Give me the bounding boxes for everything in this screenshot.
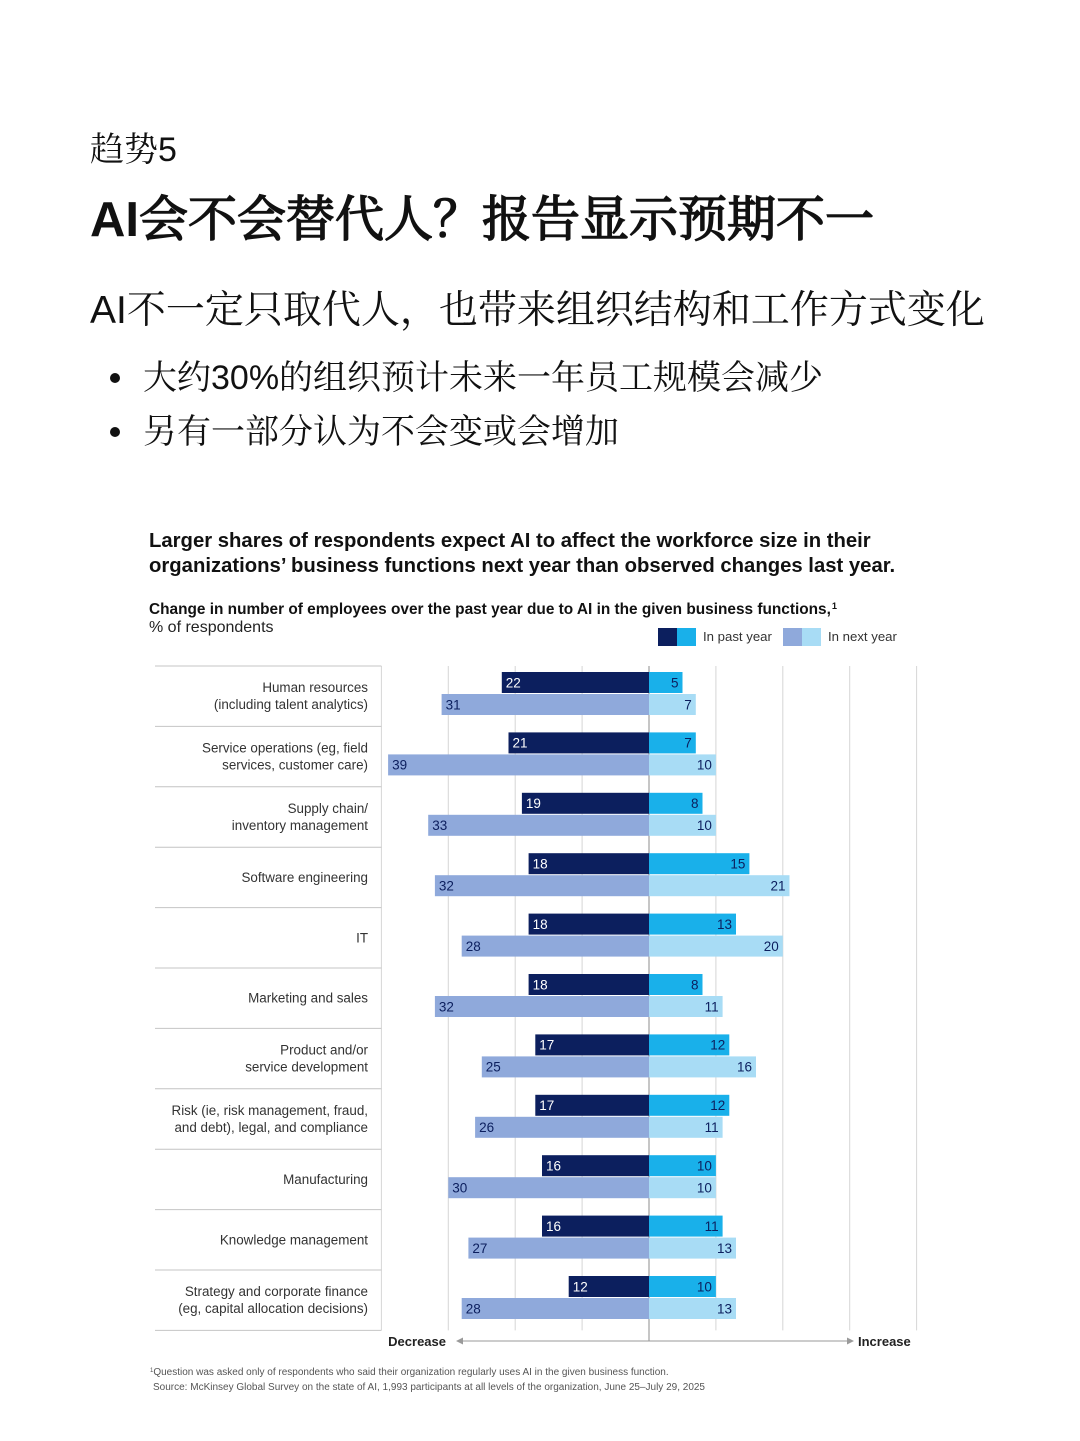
chart-row: [172, 1095, 730, 1138]
value-label-in-past-year-decrease: 19: [525, 796, 541, 812]
value-label-in-next-year-increase: 7: [684, 697, 692, 713]
legend-swatch-next-decrease: [783, 628, 802, 646]
value-label-in-past-year-decrease: 21: [512, 735, 528, 751]
increase-label: Increase: [858, 1334, 911, 1349]
bar-in-next-year-decrease: [428, 815, 649, 836]
category-label-line: Product and/or: [280, 1042, 368, 1058]
chart-row: [178, 1276, 736, 1319]
value-label-in-next-year-decrease: 30: [452, 1180, 468, 1196]
legend-swatch-past-increase: [677, 628, 696, 646]
value-label-in-past-year-increase: 7: [684, 735, 692, 751]
bar-in-next-year-decrease: [475, 1117, 649, 1138]
chart-row: [202, 732, 716, 775]
chart-title: Larger shares of respondents expect AI to affect the workforce size in their organizations’ business functions next year than observed changes last year.: [149, 530, 896, 577]
category-label-line: Software engineering: [241, 869, 368, 885]
category-label-line: services, customer care): [222, 757, 368, 773]
category-label-line: Risk (ie, risk management, fraud,: [171, 1103, 368, 1118]
bullet-text: 另有一部分认为不会变或会增加: [143, 413, 619, 451]
category-label-line: Supply chain/: [287, 801, 368, 816]
bar-in-past-year-decrease: [502, 672, 649, 693]
value-label-in-next-year-decrease: 28: [465, 938, 481, 954]
chart-row: [220, 1216, 736, 1259]
category-label-line: inventory management: [231, 818, 368, 833]
category-label: [172, 1103, 368, 1135]
category-label: [202, 741, 368, 773]
value-label-in-past-year-decrease: 22: [505, 675, 521, 691]
value-label-in-past-year-increase: 5: [670, 675, 679, 691]
legend-label: In next year: [828, 629, 897, 644]
legend-item-next-year: [783, 628, 897, 646]
value-label-in-past-year-increase: 10: [696, 1279, 712, 1295]
value-label-in-next-year-increase: 11: [704, 1120, 719, 1136]
category-label: [245, 1043, 368, 1075]
category-label: [283, 1172, 368, 1187]
page-subtitle: AI不一定只取代人，也带来组织结构和工作方式变化: [90, 289, 985, 332]
chart-row: [232, 793, 716, 836]
value-label-in-past-year-increase: 13: [716, 916, 732, 932]
trend-label: 趋势5: [90, 131, 177, 169]
chart-row: [283, 1155, 716, 1198]
legend-label: In past year: [703, 629, 772, 644]
value-label-in-next-year-increase: 10: [696, 757, 712, 773]
category-label: [241, 870, 368, 885]
value-label-in-past-year-decrease: 18: [532, 856, 548, 872]
bullet-item: [90, 358, 990, 398]
category-label-line: IT: [356, 930, 368, 946]
category-label: [220, 1232, 368, 1247]
chart-row: [248, 974, 722, 1017]
value-label-in-past-year-decrease: 16: [546, 1158, 562, 1174]
value-label-in-next-year-increase: 13: [716, 1301, 732, 1317]
chart-row: [356, 914, 783, 957]
bar-in-past-year-decrease: [509, 732, 650, 753]
source-line: Source: McKinsey Global Survey on the state of AI, 1,993 participants at all levels of the organization, June 25–July 29, 2025: [153, 1382, 705, 1393]
footnote-line: [149, 1366, 705, 1381]
value-label-in-past-year-increase: 8: [690, 796, 699, 812]
legend-swatch-past-decrease: [658, 628, 677, 646]
bullet-dot-icon: [110, 373, 120, 383]
category-label-line: service development: [245, 1059, 368, 1075]
category-label-line: (eg, capital allocation decisions): [178, 1301, 368, 1317]
value-label-in-next-year-increase: 21: [770, 878, 786, 894]
chart-plot: [0, 655, 1080, 1355]
value-label-in-next-year-increase: 11: [704, 999, 719, 1015]
bar-in-next-year-decrease: [448, 1177, 649, 1198]
bar-in-next-year-decrease: [435, 875, 649, 896]
bullet-item: [90, 412, 990, 452]
page-title: AI会不会替代人？报告显示预期不一: [90, 193, 875, 247]
bullet-text: 大约30%的组织预计未来一年员工规模会减少: [143, 359, 824, 397]
footnote-text: Question was asked only of respondents who said their organization regularly uses AI in the given business function.: [153, 1367, 669, 1378]
category-label-line: and debt), legal, and compliance: [174, 1120, 368, 1135]
value-label-in-next-year-increase: 20: [763, 938, 779, 954]
category-label-line: Knowledge management: [219, 1232, 368, 1248]
category-label-line: Marketing and sales: [248, 990, 368, 1006]
value-label-in-past-year-increase: 11: [704, 1218, 719, 1234]
bar-in-next-year-increase: [649, 875, 790, 896]
chart-body: [155, 666, 917, 1341]
unit-label: % of respondents: [149, 619, 274, 636]
category-label-line: (including talent analytics): [213, 697, 368, 713]
footnote-marker: 1: [150, 1367, 154, 1374]
value-label-in-next-year-decrease: 31: [445, 697, 461, 713]
category-label: [356, 930, 368, 945]
chart-footnotes: [149, 1366, 705, 1394]
category-label: [178, 1284, 368, 1316]
value-label-in-past-year-increase: 12: [710, 1098, 726, 1114]
bar-in-next-year-decrease: [388, 754, 649, 775]
value-label-in-next-year-increase: 10: [696, 818, 712, 834]
value-label-in-next-year-decrease: 25: [485, 1059, 501, 1075]
bar-in-next-year-decrease: [462, 936, 649, 957]
value-label-in-next-year-decrease: 32: [438, 878, 454, 894]
value-label-in-past-year-decrease: 18: [532, 977, 548, 993]
value-label-in-next-year-decrease: 28: [465, 1301, 481, 1317]
category-label-line: Strategy and corporate finance: [184, 1284, 368, 1300]
value-label-in-next-year-increase: 10: [696, 1180, 712, 1196]
chart-row: [214, 672, 696, 715]
value-label-in-past-year-increase: 12: [710, 1037, 726, 1053]
chart-row: [245, 1034, 756, 1077]
value-label-in-next-year-increase: 16: [736, 1059, 752, 1075]
value-label-in-next-year-decrease: 33: [432, 818, 448, 834]
value-label-in-past-year-decrease: 17: [539, 1098, 555, 1114]
value-label-in-next-year-decrease: 32: [438, 999, 454, 1015]
value-label-in-past-year-decrease: 17: [539, 1037, 555, 1053]
category-label: [232, 801, 368, 833]
decrease-label: Decrease: [388, 1334, 446, 1349]
value-label-in-next-year-decrease: 26: [479, 1120, 495, 1136]
chart-subtitle-text: Change in number of employees over the past year due to AI in the given business functions,: [149, 601, 831, 618]
value-label-in-next-year-increase: 13: [716, 1240, 732, 1256]
value-label-in-past-year-increase: 15: [730, 856, 746, 872]
bar-in-next-year-decrease: [468, 1238, 649, 1259]
bar-in-next-year-decrease: [462, 1298, 649, 1319]
value-label-in-next-year-decrease: 39: [392, 757, 408, 773]
bar-in-next-year-decrease: [435, 996, 649, 1017]
value-label-in-past-year-decrease: 18: [532, 916, 548, 932]
value-label-in-past-year-increase: 10: [696, 1158, 712, 1174]
category-label-line: Human resources: [262, 680, 368, 696]
footnote-marker: 1: [831, 600, 838, 611]
value-label-in-past-year-decrease: 16: [546, 1218, 562, 1234]
value-label-in-next-year-decrease: 27: [472, 1240, 488, 1256]
legend-swatch-next-increase: [802, 628, 821, 646]
value-label-in-past-year-increase: 8: [690, 977, 699, 993]
arrow-right-icon: [847, 1338, 854, 1345]
bar-in-next-year-decrease: [442, 694, 649, 715]
category-label: [214, 680, 368, 712]
bar-in-past-year-decrease: [522, 793, 649, 814]
category-label-line: Manufacturing: [283, 1171, 368, 1187]
bar-in-next-year-decrease: [482, 1056, 649, 1077]
value-label-in-past-year-decrease: 12: [572, 1279, 588, 1295]
category-label-line: Service operations (eg, field: [202, 740, 368, 756]
bullet-dot-icon: [110, 427, 120, 437]
arrow-left-icon: [456, 1338, 463, 1345]
legend-item-past-year: [658, 628, 772, 646]
category-label: [248, 991, 368, 1006]
bar-in-next-year-increase: [649, 936, 783, 957]
